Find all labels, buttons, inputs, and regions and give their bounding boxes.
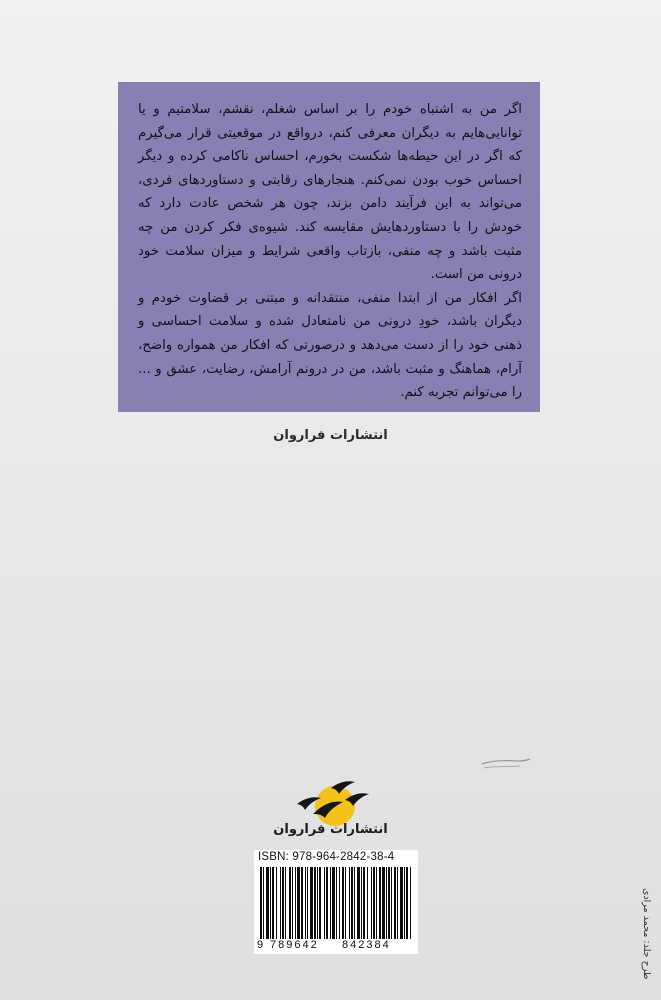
barcode-bar [336, 867, 337, 939]
cover-design-credit: طرح جلد: محمد مرادی [641, 888, 652, 980]
barcode-bar [391, 867, 392, 939]
blurb-paragraph-2: اگر افکار من از ابتدا منفی، منتقدانه و مبتنی بر قضاوت خودم و دیگران باشد، خودِ درونی من نامتعادل شده و سلامت احساسی و ذهنی خود را از دست می‌دهد و درصورتی که افکار من همواره واضح، آرام، هماهنگ و مثبت باشد، من در درونم آرامش، رضایت، عشق و ... را می‌توانم تجربه کنم. [138, 290, 522, 401]
barcode-bar [345, 867, 346, 939]
barcode-bar [305, 867, 306, 939]
barcode-bar [260, 867, 262, 939]
barcode-bar [280, 867, 281, 939]
barcode-bar [373, 867, 375, 939]
barcode-bar [272, 867, 274, 939]
barcode-bar [363, 867, 365, 939]
barcode-bar [339, 867, 340, 939]
barcode-bar [266, 867, 269, 939]
barcode-bar [367, 867, 368, 939]
barcode-bar [371, 867, 372, 939]
barcode-bar [324, 867, 325, 939]
barcode-bar [376, 867, 377, 939]
barcode-bars [260, 867, 414, 939]
barcode-bar [410, 867, 411, 939]
barcode-bar [317, 867, 318, 939]
barcode-bar [357, 867, 360, 939]
barcode-bar [314, 867, 316, 939]
barcode-bar [332, 867, 335, 939]
barcode-bar [351, 867, 353, 939]
barcode-bar [282, 867, 284, 939]
barcode-bar [330, 867, 331, 939]
barcode-bar [276, 867, 277, 939]
barcode-bar [394, 867, 396, 939]
barcode-bar [307, 867, 308, 939]
barcode-panel [254, 850, 418, 954]
barcode-bar [342, 867, 344, 939]
barcode-bar [289, 867, 291, 939]
blurb-paragraph-1: اگر من به اشتباه خودم را بر اساس شغلم، نقشم، سلامتیم و یا توانایی‌هایم به دیگران معرفی کنم، درواقع در موقعیتی قرار می‌گیرم که اگر در این حیطه‌ها شکست بخورم، احساس ناکامی کرده و دیگر احساس خوب بودن نمی‌کنم. هنجارهای رقابتی و دستاوردهای فردی، می‌تواند به این فرآیند دامن بزند، چون هر شخص عادت دارد که خودش را با دستاوردهایش مقایسه کند. شیوه‌ی فکر کردن من چه مثبت باشد و چه منفی، بازتاب واقعی شرایط و میزان سلامت خود درونی من است. [138, 102, 522, 283]
barcode-bar [270, 867, 271, 939]
barcode-bar [361, 867, 362, 939]
barcode-bar [349, 867, 350, 939]
pen-mark-scribble [480, 755, 532, 775]
barcode-bar [295, 867, 296, 939]
barcode-digit-first: 9 [257, 939, 264, 951]
publisher-name: انتشارات فراروان [273, 428, 388, 443]
barcode-digits-right: 842384 [342, 939, 391, 951]
barcode-bar [397, 867, 398, 939]
barcode-bar [310, 867, 313, 939]
barcode-bar [285, 867, 286, 939]
barcode-bar [406, 867, 408, 939]
isbn-text: ISBN: 978-964-2842-38-4 [258, 851, 395, 863]
barcode-bar [388, 867, 390, 939]
barcode-bar [386, 867, 387, 939]
barcode-bar [404, 867, 405, 939]
barcode-bar [354, 867, 355, 939]
barcode-bar [263, 867, 264, 939]
blurb-box [118, 82, 540, 412]
barcode-digits-left: 789642 [270, 939, 319, 951]
barcode-bar [379, 867, 381, 939]
barcode-bar [400, 867, 403, 939]
logo-publisher-name: انتشارات فراروان [273, 822, 388, 837]
barcode-bar [319, 867, 321, 939]
barcode-bar [382, 867, 385, 939]
barcode-bar [297, 867, 300, 939]
barcode-bar [326, 867, 328, 939]
barcode-bar [292, 867, 293, 939]
barcode-bar [301, 867, 303, 939]
